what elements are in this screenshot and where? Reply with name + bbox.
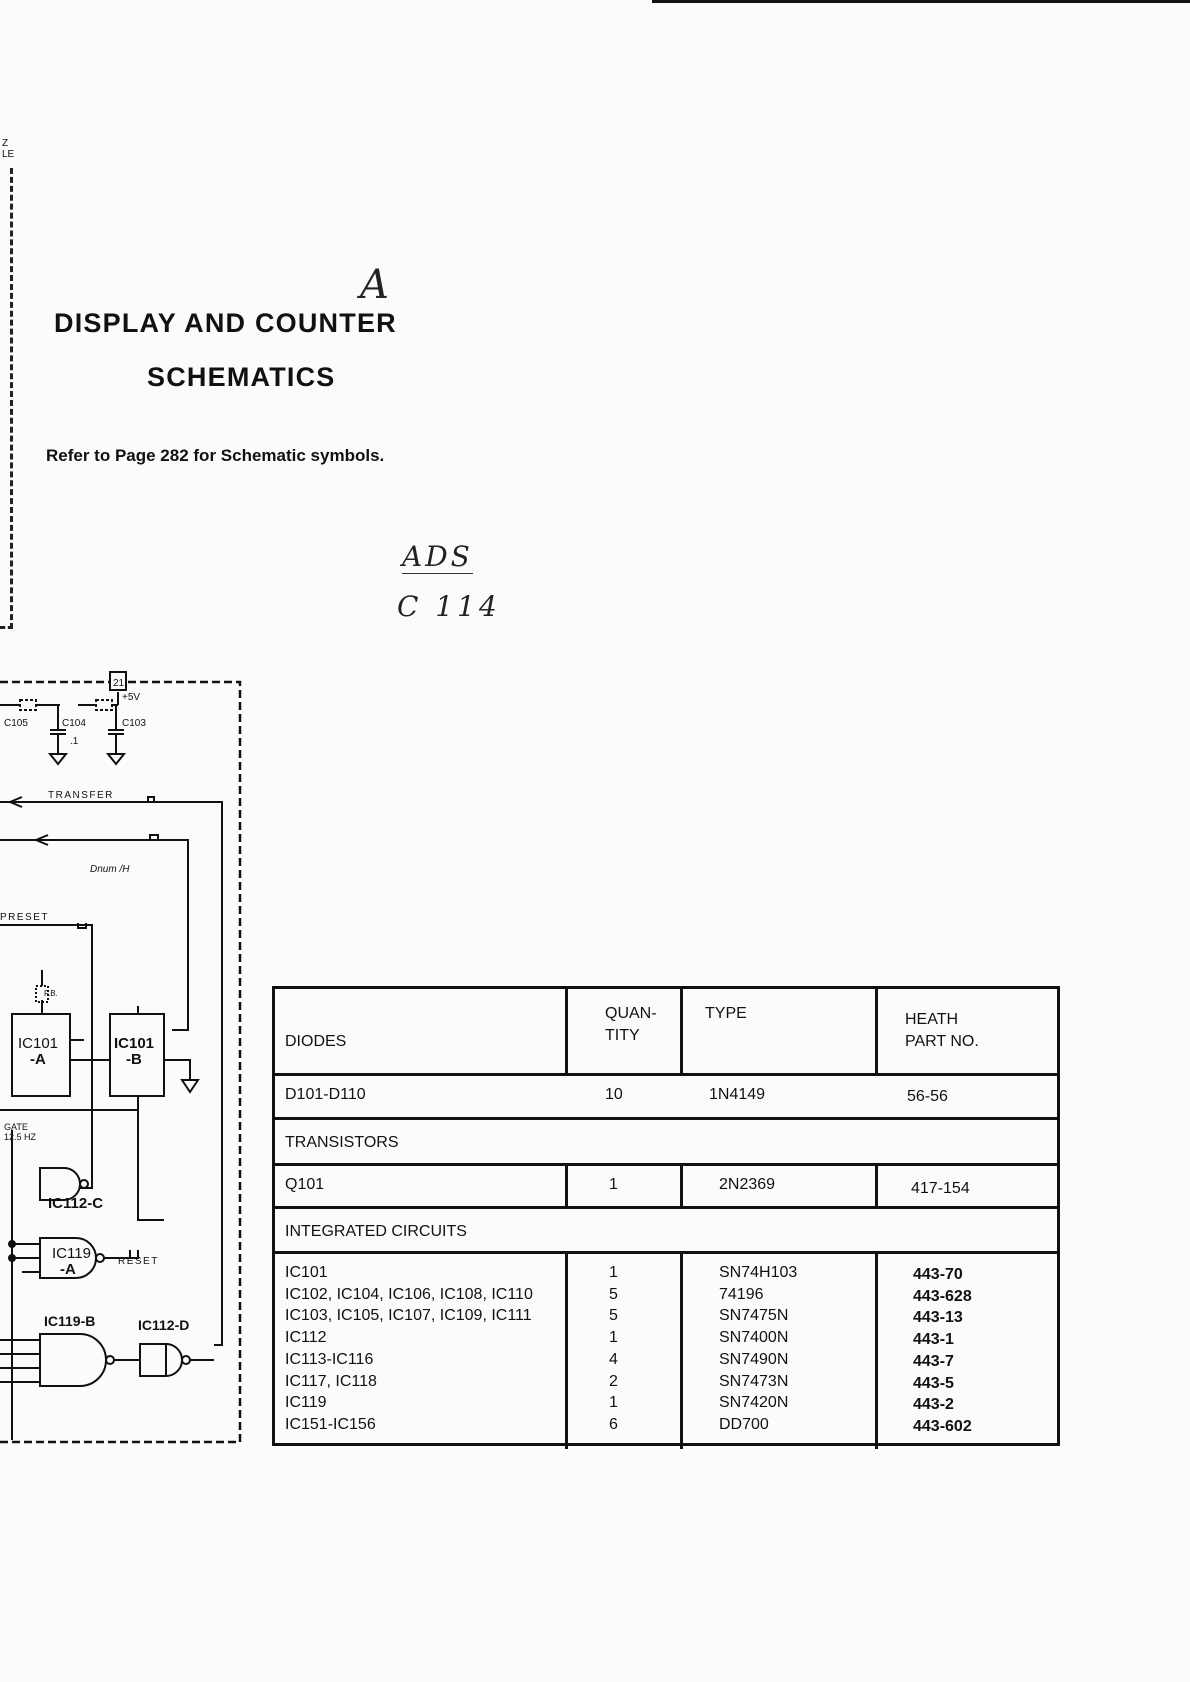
cell-qty: 1 — [609, 1176, 618, 1193]
list-item: 443-70 — [913, 1266, 963, 1283]
header-quantity: QUAN- TITY — [605, 1005, 657, 1044]
list-item: 2 — [609, 1372, 618, 1390]
section-integrated-circuits — [275, 1206, 1057, 1254]
label-gate: GATE — [4, 1122, 28, 1132]
label-c104: C104 — [62, 718, 86, 729]
handwritten-code: C 114 — [397, 590, 501, 623]
label-plus5v: +5V — [122, 692, 141, 703]
list-item: 1 — [609, 1329, 618, 1347]
label-transfer: TRANSFER — [48, 790, 114, 801]
list-item: 443-5 — [913, 1374, 954, 1392]
cell-type: 1N4149 — [709, 1086, 766, 1103]
label-ic101b: IC101 — [114, 1035, 155, 1052]
ic-ref-column — [285, 1262, 565, 1436]
list-item: IC101 — [285, 1264, 328, 1281]
list-item: IC119 — [285, 1394, 327, 1412]
section-label-ics: INTEGRATED CIRCUITS — [285, 1223, 467, 1240]
list-item: SN7490N — [719, 1350, 789, 1368]
list-item: 6 — [609, 1415, 618, 1433]
list-item: 5 — [609, 1285, 618, 1303]
label-ic101b-sub: -B — [126, 1051, 142, 1068]
label-c103: C103 — [122, 718, 146, 729]
list-item: 74196 — [719, 1285, 764, 1303]
counter-schematic — [0, 660, 250, 1450]
parts-list-table — [272, 986, 1060, 1446]
ic-type-column — [719, 1262, 797, 1436]
cell-ref: D101-D110 — [285, 1086, 366, 1103]
col-divider — [565, 989, 568, 1076]
label-ic119b: IC119-B — [44, 1313, 96, 1329]
corner-label: Z LE — [2, 138, 15, 160]
top-border-line — [652, 0, 1190, 3]
label-ic112d: IC112-D — [138, 1317, 190, 1333]
list-item: IC112 — [285, 1329, 327, 1347]
ic-qty-column — [609, 1262, 618, 1436]
list-item: SN7473N — [719, 1372, 789, 1390]
list-item: 443-628 — [913, 1287, 972, 1305]
header-diodes: DIODES — [285, 1033, 347, 1050]
list-item: SN7420N — [719, 1394, 789, 1412]
list-item: 443-1 — [913, 1331, 954, 1349]
list-item: SN74H103 — [719, 1264, 798, 1281]
ic-part-column — [913, 1264, 972, 1438]
handwritten-initials: ADS — [402, 540, 473, 573]
list-item: 443-602 — [913, 1417, 972, 1435]
cell-part: 417-154 — [911, 1180, 970, 1197]
list-item: 4 — [609, 1350, 618, 1368]
list-item: 1 — [609, 1264, 618, 1281]
label-pin21: 21 — [113, 678, 125, 689]
label-ic101a: IC101 — [18, 1035, 59, 1052]
cell-part: 56-56 — [907, 1088, 948, 1105]
label-ic101a-sub: -A — [30, 1051, 46, 1068]
cell-type: 2N2369 — [719, 1176, 776, 1193]
label-ic119a: IC119 — [52, 1245, 91, 1262]
label-c105: C105 — [4, 718, 28, 729]
label-fb: F.B. — [44, 989, 58, 998]
table-row — [275, 1073, 1057, 1120]
list-item: IC151-IC156 — [285, 1415, 376, 1433]
section-transistors — [275, 1117, 1057, 1166]
list-item: 5 — [609, 1307, 618, 1325]
col-divider — [680, 989, 683, 1076]
label-ic112c: IC112-C — [48, 1195, 104, 1212]
list-item: SN7475N — [719, 1307, 789, 1325]
header-type: TYPE — [705, 1005, 747, 1022]
page-title-line1: DISPLAY AND COUNTER — [54, 308, 397, 338]
list-item: DD700 — [719, 1415, 769, 1433]
list-item: IC103, IC105, IC107, IC109, IC111 — [285, 1307, 532, 1325]
list-item: SN7400N — [719, 1329, 789, 1347]
list-item: 1 — [609, 1394, 618, 1412]
ic-rows — [275, 1251, 1057, 1449]
refer-note: Refer to Page 282 for Schematic symbols. — [46, 446, 385, 465]
label-scribble: Dnum /H — [90, 864, 130, 875]
table-row — [275, 1163, 1057, 1209]
handwritten-letter: A — [360, 262, 389, 308]
label-cap-value: .1 — [70, 736, 79, 747]
header-part-no: HEATH PART NO. — [905, 1011, 979, 1050]
cell-qty: 10 — [605, 1086, 623, 1103]
label-preset: PRESET — [0, 912, 50, 923]
list-item: 443-7 — [913, 1352, 954, 1370]
label-gate-freq: 12.5 HZ — [4, 1132, 37, 1142]
label-ic119a-sub: -A — [60, 1261, 76, 1278]
left-dashed-frame — [0, 168, 13, 629]
cell-ref: Q101 — [285, 1176, 325, 1193]
label-reset: RESET — [118, 1256, 159, 1267]
list-item: IC117, IC118 — [285, 1372, 377, 1390]
col-divider — [875, 989, 878, 1076]
list-item: 443-13 — [913, 1309, 963, 1327]
list-item: IC113-IC116 — [285, 1350, 374, 1368]
page-title-line2: SCHEMATICS — [147, 362, 336, 392]
list-item: IC102, IC104, IC106, IC108, IC110 — [285, 1285, 533, 1303]
list-item: 443-2 — [913, 1396, 954, 1414]
section-label-transistors: TRANSISTORS — [285, 1134, 399, 1151]
